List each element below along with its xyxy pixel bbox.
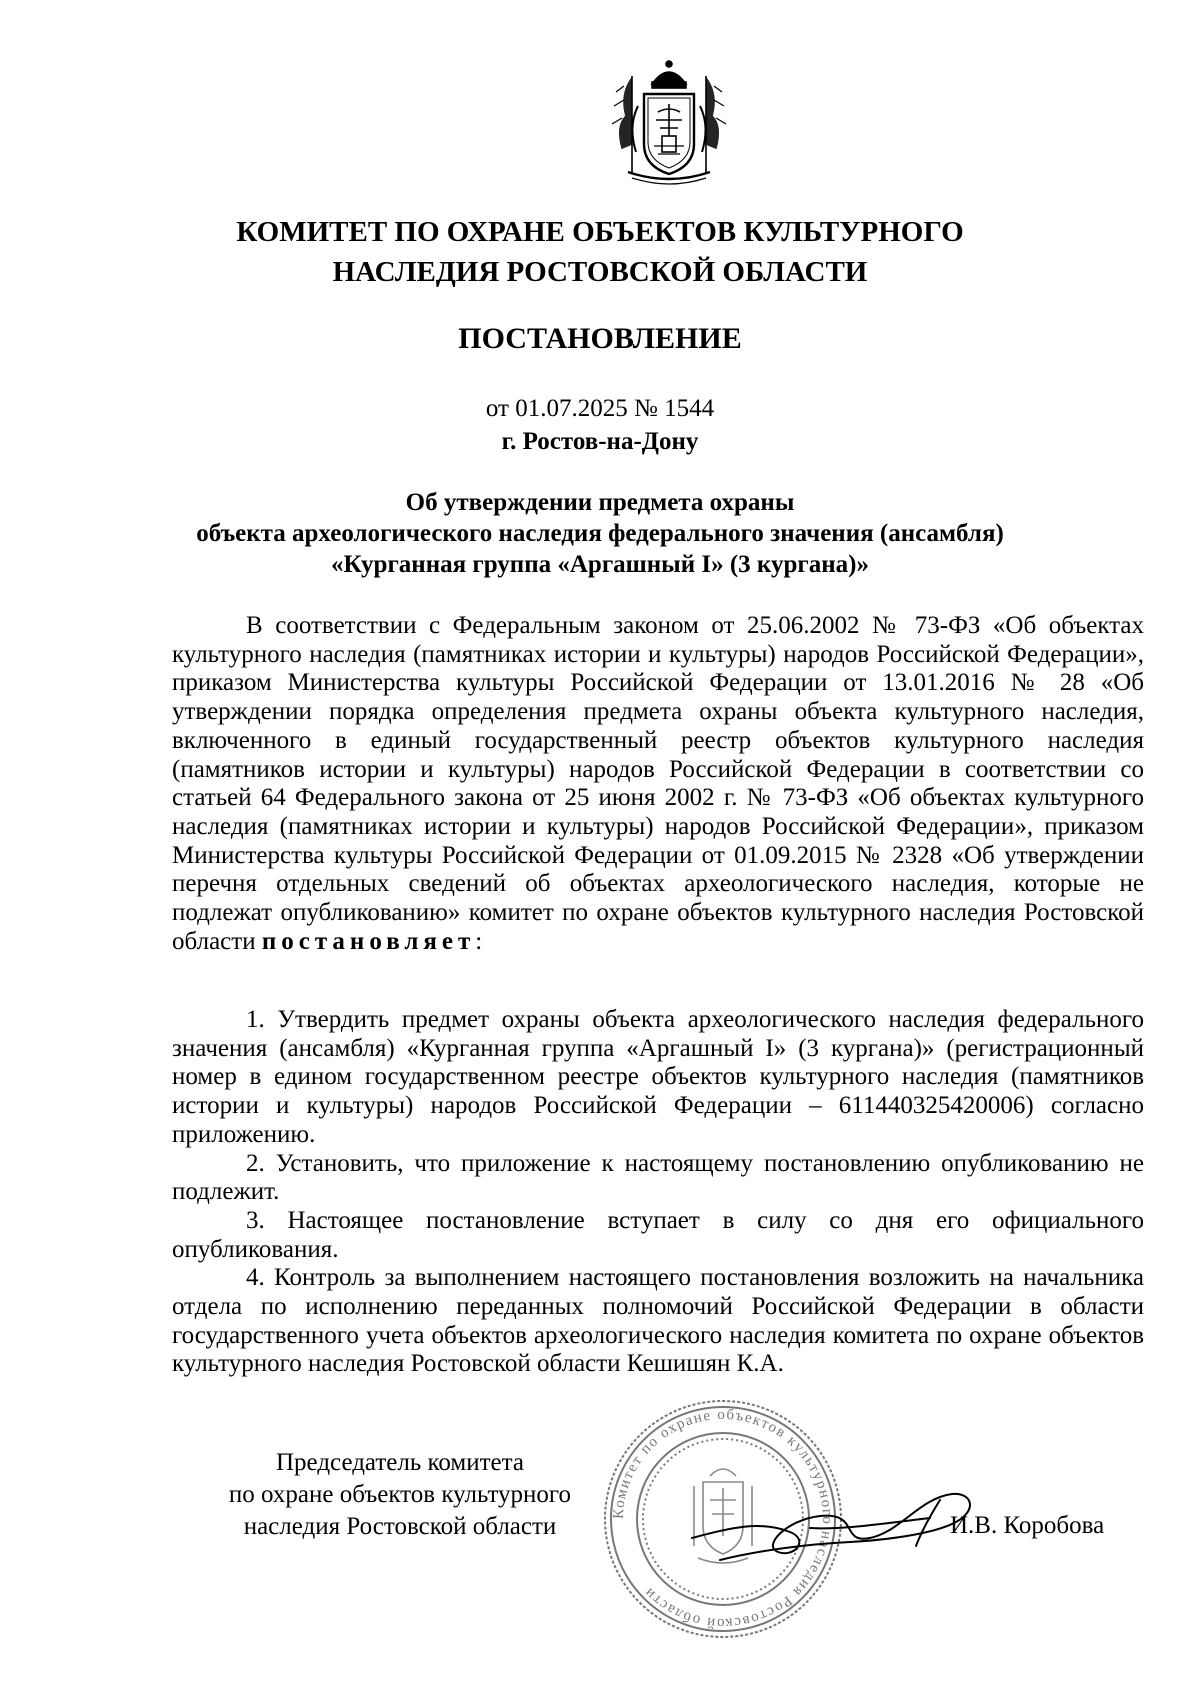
preamble-text: В соответствии с Федеральным законом от 25.06.2002 № 73-ФЗ «Об объектах культурного наследия (памятниках истории и культуры) народов Российской Федерации», приказом Министерства культуры Российской Федерации от 13.01.2016 № 28 «Об утверждении порядка определения предмета охраны объекта культурного наследия, включенного в единый государственный реестр объектов культурного наследия (памятников истории и культуры) народов Российской Федерации в соответствии со статьей 64 Федерального закона от 25 июня 2002 г. № 73-ФЗ «Об объектах культурного наследия (памятниках истории и культуры) народов Российской Федерации», приказом Министерства культуры Российской Федерации от 01.09.2015 № 2328 «Об утверждении перечня отдельных сведений об объектах археологического наследия, которые не подлежат опубликованию» комитет по охране объектов культурного наследия Ростовской области: [172, 612, 1144, 955]
document-subject: [100, 487, 1100, 580]
resolution-item-4: 4. Контроль за выполнением настоящего постановления возложить на начальника отдела по исполнению переданных полномочий Российской Федерации в области государственного учета объектов археологического наследия комитета по охране объектов культурного наследия Ростовской области Кешишян К.А.: [172, 1264, 1144, 1378]
signatory-name: И.В. Коробова: [950, 1512, 1105, 1539]
organization-title-line-1: КОМИТЕТ ПО ОХРАНЕ ОБЪЕКТОВ КУЛЬТУРНОГО: [236, 216, 964, 248]
preamble-end-punct: :: [475, 927, 483, 955]
signatory-position-line-1: Председатель комитета: [276, 1449, 524, 1476]
signatory-position-line-2: по охране объектов культурного: [228, 1481, 572, 1508]
document-type: ПОСТАНОВЛЕНИЕ: [458, 322, 742, 355]
resolution-items: [172, 1006, 1144, 1379]
preamble-paragraph: [172, 612, 1144, 956]
document-date-number: от 01.07.2025 № 1544: [485, 395, 715, 422]
handwritten-signature-icon: [690, 1480, 980, 1580]
seal-ring-text: Комитет по охране объектов культурного наследия Ростовской области: [610, 1406, 836, 1632]
rostov-oblast-coat-of-arms-icon: [602, 56, 736, 190]
signatory-position: [180, 1447, 620, 1543]
organization-title: [100, 212, 1100, 292]
organization-title-line-2: НАСЛЕДИЯ РОСТОВСКОЙ ОБЛАСТИ: [332, 256, 868, 288]
document-city: г. Ростов-на-Дону: [501, 428, 699, 455]
resolution-item-2: 2. Установить, что приложение к настоящему постановлению опубликованию не подлежит.: [172, 1149, 1144, 1206]
subject-line-2: объекта археологического наследия федерального значения (ансамбля): [196, 520, 1004, 547]
decree-word: постановляет: [261, 927, 476, 955]
resolution-item-1: 1. Утвердить предмет охраны объекта археологического наследия федерального значения (ансамбля) «Курганная группа «Аргашный I» (3 кургана)» (регистрационный номер в едином государственном реестре объектов культурного наследия (памятников истории и культуры) народов Российской Федерации – 611440325420006) согласно приложению.: [172, 1006, 1144, 1148]
resolution-item-3: 3. Настоящее постановление вступает в силу со дня его официального опубликования.: [172, 1206, 1144, 1263]
subject-line-1: Об утверждении предмета охраны: [405, 489, 795, 516]
subject-line-3: «Курганная группа «Аргашный I» (3 кургана)»: [331, 551, 869, 578]
signatory-position-line-3: наследия Ростовской области: [243, 1513, 557, 1540]
